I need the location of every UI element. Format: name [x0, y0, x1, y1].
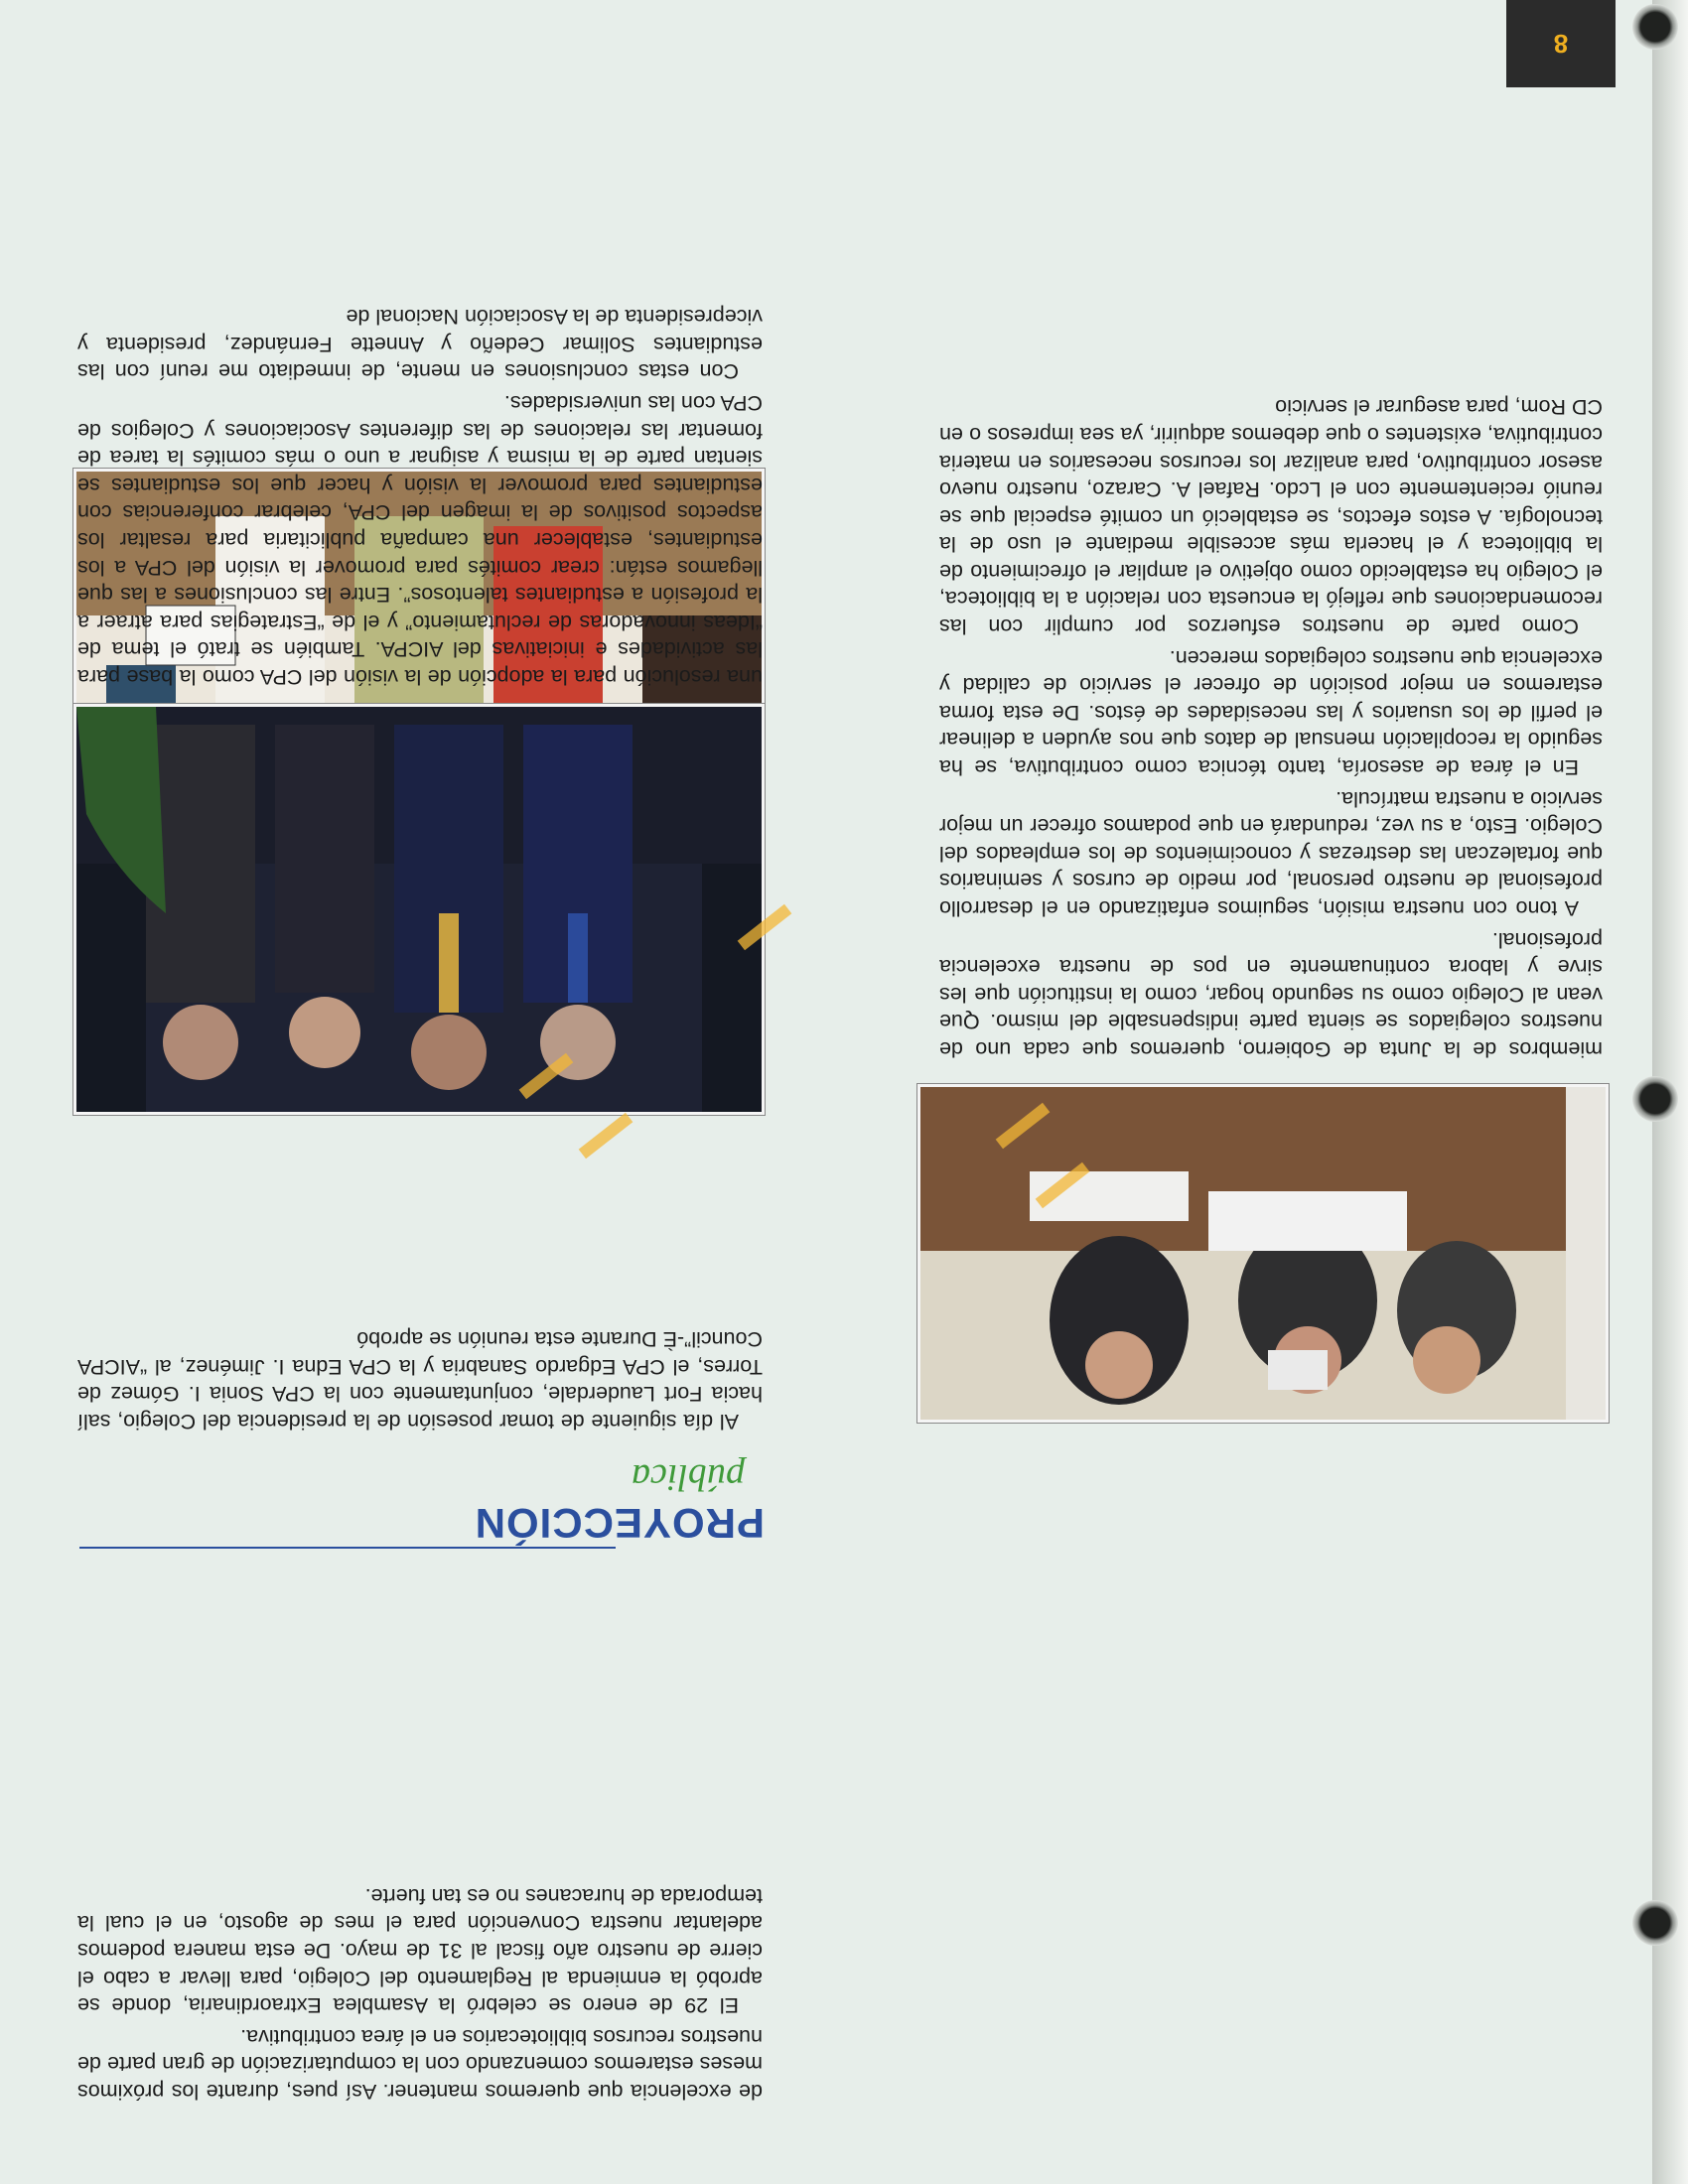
photo-office-meeting: [917, 1084, 1609, 1423]
text-column-b-bottom: [77, 299, 763, 690]
photo-office-meeting-image: [920, 1087, 1606, 1420]
photo-group-image: [76, 707, 762, 1112]
heading-subtitle: pública: [632, 1456, 745, 1498]
paragraph-biblioteca: Como parte de nuestros esfuerzos por cumplir con las recomendaciones que reflejó la encuesta con relación a la biblioteca, el Colegio ha establecido como objetivo el ampliar el ofrecimiento de la biblioteca y el hacerla más accesible mediante el uso de la tecnología. A estos efectos, se estableció un comité especial que se reunió recientemente con el Lcdo. Rafael A. Carazo, nuestro nuevo asesor contributivo, para analizar los recursos necesarios en materia contributiva, existentes o que debemos adquirir, ya sea impresos o en CD Rom, para asegurar el servicio: [939, 395, 1603, 639]
heading-rule: [79, 1547, 616, 1549]
paragraph-conclusiones: Con estas conclusiones en mente, de inmediato me reuní con las estudiantes Solimar Cedeño y Annette Fernández, presidenta y vicepresidenta de la Asociación Nacional de: [77, 305, 763, 384]
binder-hole-middle: [1632, 1076, 1678, 1122]
paragraph-asesoria: En el área de asesoría, tanto técnica como contributiva, se ha seguido la recopilación mensual de datos que nos ayuden a delinear el perfil de los usuarios y las necesidades de éstos. De esta forma estaremos en mejor posición de ofrecer el servicio de calidad y excelencia que nuestros colegiados merecen.: [939, 645, 1603, 780]
paragraph-membership: miembros de la Junta de Gobierno, queremos que cada uno de nuestros colegiados se sienta parte indispensable del mismo. Que vean al Colegio como su segundo hogar, como la institución que les sirve y labora continuamente en pos de nuestra excelencia profesional.: [939, 927, 1603, 1061]
binder-hole-top: [1632, 4, 1678, 50]
paragraph-mission: A tono con nuestra misión, seguimos enfatizando en el desarrollo profesional de nuestro personal, por medio de cursos y seminarios que fortalezcan las destrezas y conocimientos de los empleados del Colegio. Esto, a su vez, redundará en que podamos ofrecer un mejor servicio a nuestra matrícula.: [939, 786, 1603, 921]
paragraph-asamblea: El 29 de enero se celebró la Asamblea Extraordinaria, donde se aprobó la enmienda al Reglamento del Colegio, para llevar a cabo el cierre de nuestro año fiscal al 31 de mayo. De esta manera podemos adelantar nuestra Convención para el mes de agosto, en el cual la temporada de huracanes no es tan fuerte.: [77, 1883, 763, 2018]
text-column-a: [939, 389, 1603, 1062]
binder-hole-bottom: [1632, 1900, 1678, 1946]
heading-title: PROYECCIÓN: [474, 1500, 765, 1547]
paragraph-fort-lauderdale: Al día siguiente de tomar posesión de la presidencia del Colegio, salí hacia Fort Lauderdale, conjuntamente con la CPA Sonia I. Gómez de Torres, el CPA Edgardo Sanabria y la CPA Edna I. Jiménez, al “AICPA Council”-È Durante esta reunión se aprobó: [77, 1327, 763, 1433]
text-column-b-top: [77, 1877, 763, 2105]
paragraph-resolucion: una resolución para la adopción de la visión del CPA como la base para las actividades e iniciativas del AICPA. También se trató el tema de “Ideas innovadoras de reclutamiento” y el de “Estrategias para atraer a la profesión a estudiantes talentosos”. Entre las conclusiones a las que llegamos están: crear comités para promover la visión del CPA a los estudiantes, establecer una campaña publicitaria para resaltar los aspectos positivos de la imagen del CPA, celebrar conferencias con estudiantes para promover la visión y hacer que los estudiantes se sientan parte de la misma y asignar a uno o más comités la tarea de fomentar las relaciones de las diferentes Asociaciones y Colegios de CPA con las universidades.: [77, 391, 763, 689]
text-column-b-mid: [77, 1321, 763, 1434]
photo-group: [73, 704, 765, 1115]
page-number: 8: [1553, 29, 1569, 60]
paragraph-excelencia: de excelencia que queremos mantener. Así pues, durante los próximos meses estaremos comenzando con la computarización de gran parte de nuestros recursos bibliotecarios en el área contributiva.: [77, 2024, 763, 2104]
decorative-stripe: [579, 1113, 633, 1159]
